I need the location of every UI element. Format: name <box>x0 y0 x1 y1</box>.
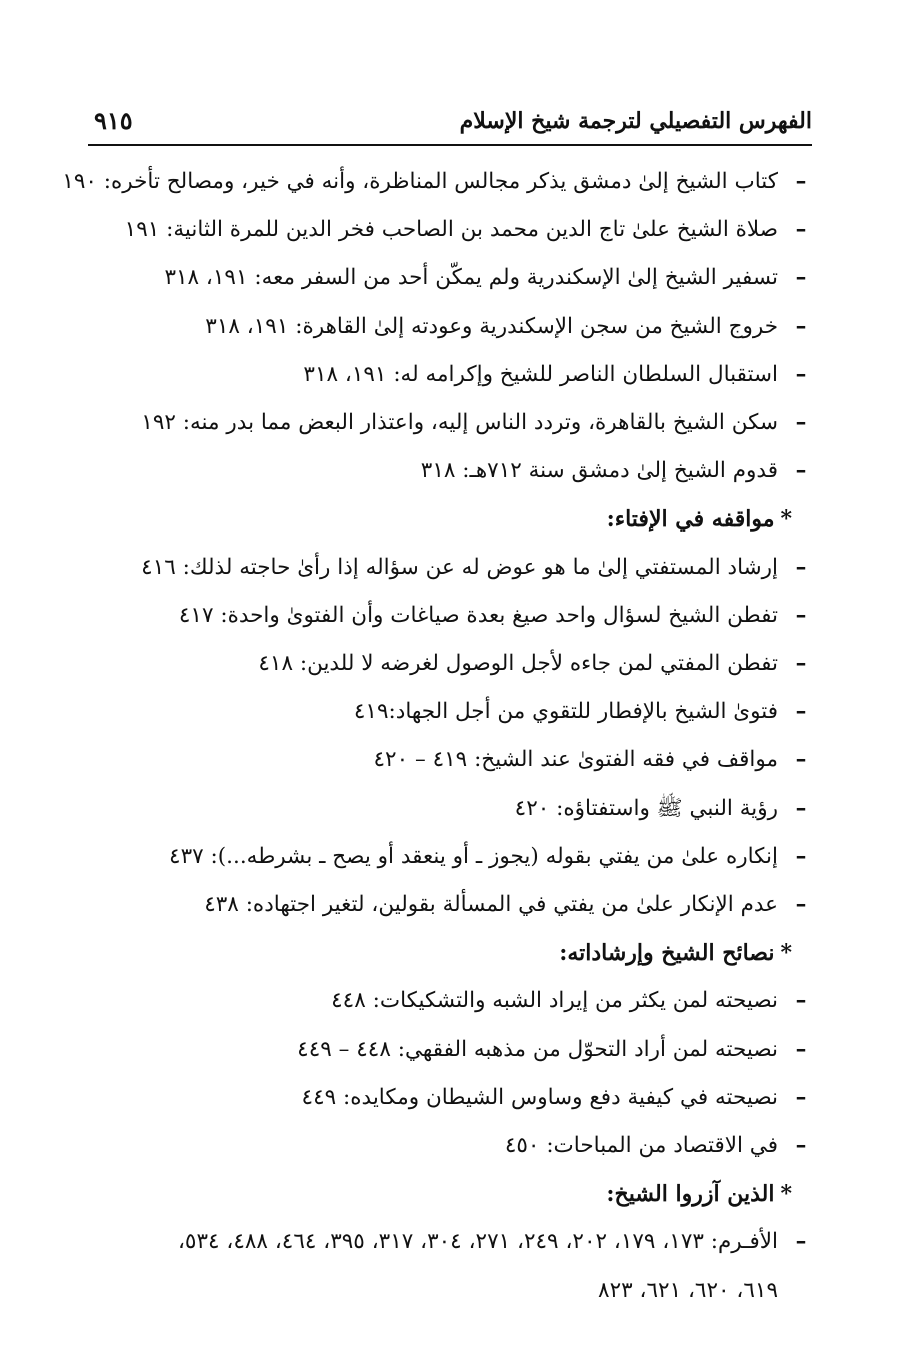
dash-bullet: – <box>795 410 807 435</box>
index-entry <box>88 738 812 782</box>
entry-text <box>125 208 778 252</box>
dash-bullet: – <box>795 1133 807 1158</box>
entry-label: خروج الشيخ من سجن الإسكندرية وعودته إلىٰ القاهرة: ١٩١، ٣١٨ <box>205 313 778 339</box>
entry-text <box>354 690 778 734</box>
entry-label: فتوىٰ الشيخ بالإفطار للتقوي من أجل الجهاد:٤١٩ <box>353 699 778 725</box>
dash-bullet: – <box>795 217 807 243</box>
entry-text <box>303 353 778 397</box>
index-entry <box>88 449 812 493</box>
entry-text <box>205 305 778 349</box>
entry-label: صلاة الشيخ علىٰ تاج الدين محمد بن الصاحب فخر الدين للمرة الثانية: ١٩١ <box>124 217 778 243</box>
dash-bullet: – <box>795 602 807 628</box>
dash-bullet: – <box>795 843 807 869</box>
index-entry <box>88 208 812 252</box>
entry-label: تفطن المفتي لمن جاءه لأجل الوصول لغرضه لا للدين: ٤١٨ <box>258 651 778 676</box>
index-entry <box>88 690 812 734</box>
dash-bullet: – <box>795 747 807 773</box>
entry-label: الذين آزروا الشيخ: <box>606 1181 775 1208</box>
entry-text <box>421 449 778 493</box>
entry-text <box>179 594 778 638</box>
index-entry <box>62 160 812 204</box>
dash-bullet: – <box>795 554 807 580</box>
star-marker: * <box>780 506 792 533</box>
index-entry <box>88 883 812 927</box>
entry-label: إرشاد المستفتي إلىٰ ما هو عوض له عن سؤاله إذا رأىٰ حاجته لذلك: ٤١٦ <box>141 554 778 580</box>
entry-label: سكن الشيخ بالقاهرة، وتردد الناس إليه، واعتذار البعض مما بدر منه: ١٩٢ <box>141 410 778 435</box>
entry-label: نصيحته لمن أراد التحوّل من مذهبه الفقهي: ٤٤٨ – ٤٤٩ <box>297 1036 778 1062</box>
entry-text <box>302 1076 778 1120</box>
entry-label: استقبال السلطان الناصر للشيخ وإكرامه له: ١٩١، ٣١٨ <box>303 361 778 387</box>
index-entry <box>88 1076 812 1120</box>
entry-text <box>331 979 778 1023</box>
entry-text <box>204 883 778 927</box>
dash-bullet: – <box>795 795 807 821</box>
dash-bullet: – <box>795 361 807 387</box>
section-heading <box>88 497 812 541</box>
page <box>62 0 812 1366</box>
entry-label: تسفير الشيخ إلىٰ الإسكندرية ولم يمكّن أحد من السفر معه: ١٩١، ٣١٨ <box>164 265 778 291</box>
index-entry <box>88 1220 812 1264</box>
dash-bullet: – <box>795 458 807 484</box>
index-entry <box>88 787 812 831</box>
index-entry <box>88 353 812 397</box>
section-heading-text <box>606 1172 792 1216</box>
entry-label: مواقف في فقه الفتوىٰ عند الشيخ: ٤١٩ – ٤٢٠ <box>373 747 778 773</box>
section-heading <box>88 931 812 975</box>
index-entry <box>88 546 812 590</box>
entry-label: في الاقتصاد من المباحات: ٤٥٠ <box>504 1133 778 1158</box>
dash-bullet: – <box>795 651 807 676</box>
entry-label: نصائح الشيخ وإرشاداته: <box>559 940 775 967</box>
entry-label: نصيحته في كيفية دفع وساوس الشيطان ومكايده: ٤٤٩ <box>301 1084 778 1110</box>
index-entry <box>88 1124 812 1168</box>
entry-label: مواقفه في الإفتاء: <box>606 506 775 533</box>
header-title: الفهرس التفصيلي لترجمة شيخ الإسلام <box>459 108 812 134</box>
index-entry <box>88 642 812 686</box>
entry-text <box>62 160 778 204</box>
dash-bullet: – <box>795 699 807 725</box>
entry-label: عدم الإنكار علىٰ من يفتي في المسألة بقولين، لتغير اجتهاده: ٤٣٨ <box>204 892 778 917</box>
dash-bullet: – <box>795 313 807 339</box>
dash-bullet: – <box>795 1084 807 1110</box>
index-entry <box>88 256 812 300</box>
entry-text <box>141 546 778 590</box>
dash-bullet: – <box>795 988 807 1014</box>
entry-label: تفطن الشيخ لسؤال واحد صيغ بعدة صياغات وأن الفتوىٰ واحدة: ٤١٧ <box>178 602 778 628</box>
entry-text <box>515 787 778 831</box>
index-entry <box>88 1028 812 1072</box>
entry-text <box>258 642 778 686</box>
entry-label: إنكاره علىٰ من يفتي بقوله (يجوز ـ أو ينعقد أو يصح ـ بشرطه...): ٤٣٧ <box>169 843 778 869</box>
index-entry <box>88 835 812 879</box>
dash-bullet: – <box>795 892 807 917</box>
index-entry <box>88 979 812 1023</box>
entry-label: ٦١٩، ٦٢٠، ٦٢١، ٨٢٣ <box>598 1277 778 1303</box>
index-entry <box>88 305 812 349</box>
index-entry <box>88 594 812 638</box>
entry-text <box>505 1124 778 1168</box>
entry-label: كتاب الشيخ إلىٰ دمشق يذكر مجالس المناظرة، وأنه في خير، ومصالح تأخره: ١٩٠ <box>62 169 778 194</box>
dash-bullet: – <box>795 169 807 194</box>
entry-text <box>169 835 778 879</box>
section-heading-text <box>607 497 792 541</box>
dash-bullet: – <box>795 1229 807 1255</box>
entry-text <box>178 1220 778 1264</box>
entry-text <box>141 401 778 445</box>
entry-text <box>374 738 779 782</box>
entry-continuation <box>88 1269 812 1313</box>
entry-text <box>598 1269 778 1313</box>
entry-label: الأفـرم: ١٧٣، ١٧٩، ٢٠٢، ٢٤٩، ٢٧١، ٣٠٤، ٣١٧، ٣٩٥، ٤٦٤، ٤٨٨، ٥٣٤، <box>177 1229 778 1255</box>
dash-bullet: – <box>795 265 807 291</box>
section-heading-text <box>559 931 792 975</box>
dash-bullet: – <box>795 1036 807 1062</box>
entry-label: نصيحته لمن يكثر من إيراد الشبه والتشكيكات: ٤٤٨ <box>331 988 778 1014</box>
entry-label: رؤية النبي ﷺ واستفتاؤه: ٤٢٠ <box>514 795 778 821</box>
star-marker: * <box>780 940 792 967</box>
star-marker: * <box>780 1181 792 1208</box>
entry-text <box>164 256 778 300</box>
entry-text <box>297 1028 778 1072</box>
running-header <box>88 104 812 146</box>
entry-label: قدوم الشيخ إلىٰ دمشق سنة ٧١٢هـ: ٣١٨ <box>420 458 778 484</box>
section-heading <box>88 1172 812 1216</box>
page-number: ٩١٥ <box>94 106 133 135</box>
index-entry <box>88 401 812 445</box>
